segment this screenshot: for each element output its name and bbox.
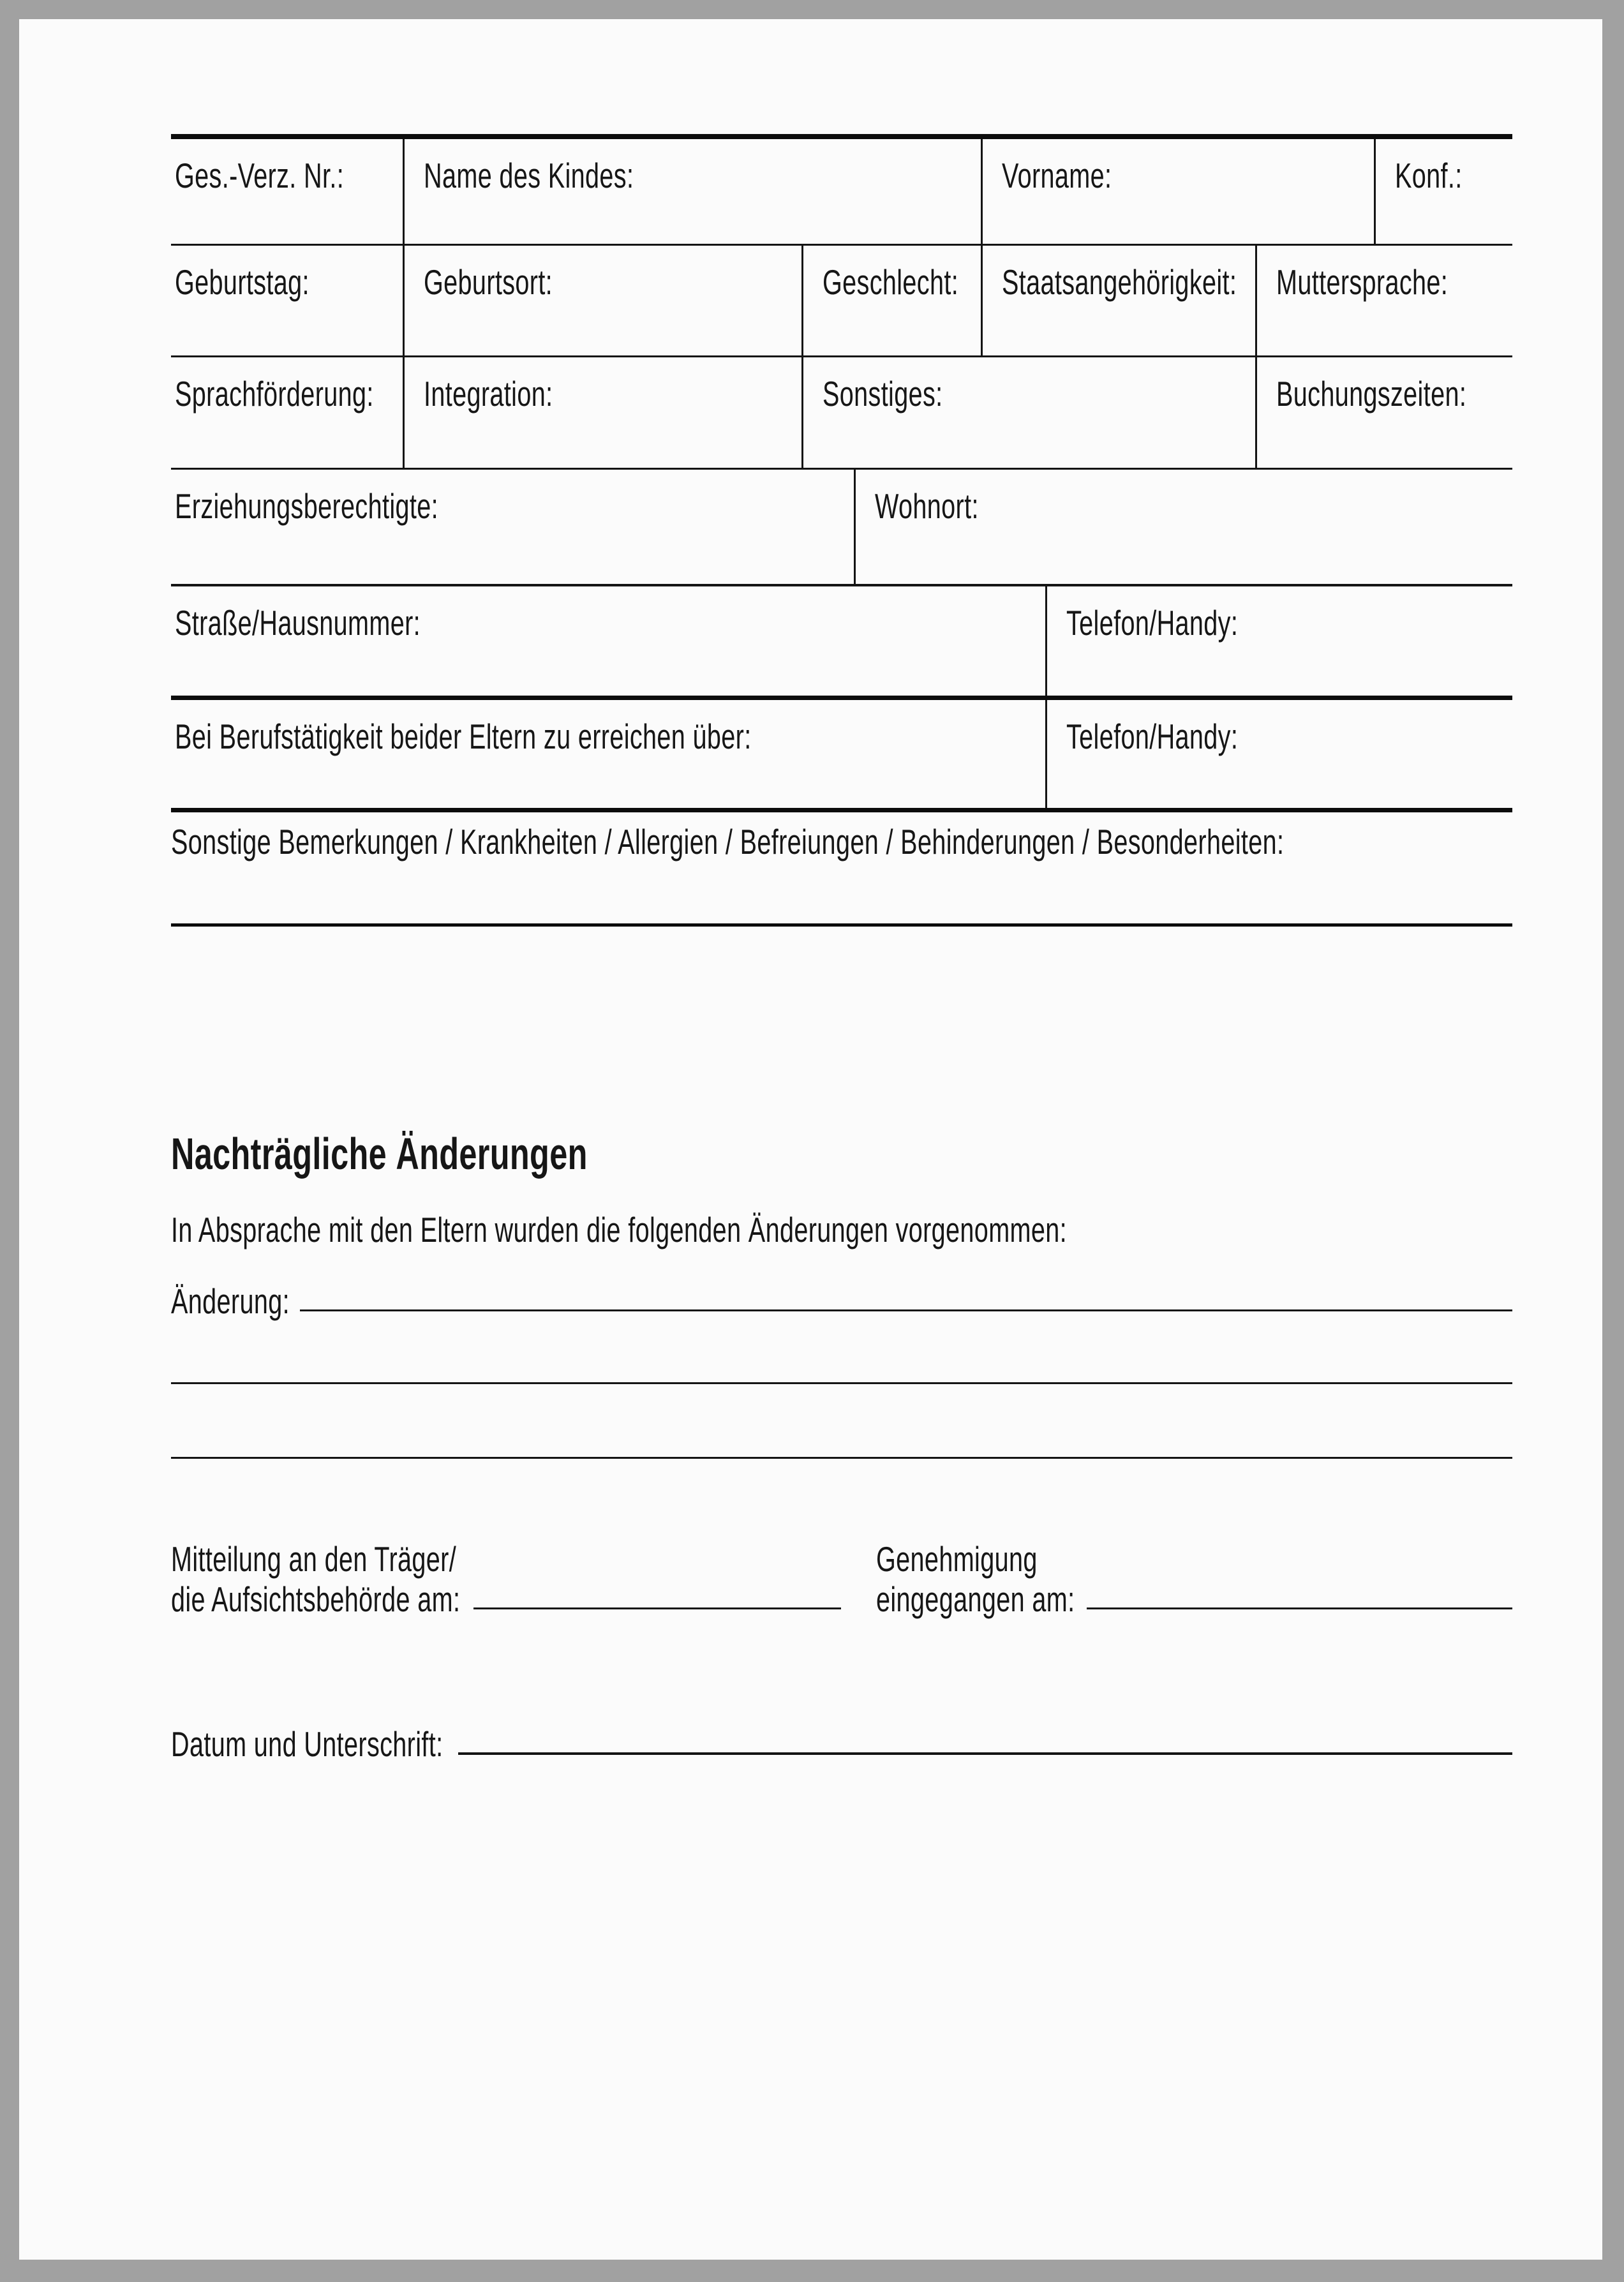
amendments-heading: Nachträgliche Änderungen xyxy=(171,1129,588,1179)
approval-line2: eingegangen am: xyxy=(876,1579,1075,1619)
amendments-intro-block xyxy=(171,1210,1415,1250)
remarks-label: Sonstige Bemerkungen / Krankheiten / Allergien / Befreiungen / Behinderungen / Besonderheiten: xyxy=(171,822,1285,861)
field-geschlecht xyxy=(803,246,983,355)
field-staatsangehoerigkeit xyxy=(983,246,1257,355)
table-row-guardians xyxy=(171,470,1512,586)
field-label-name-des-kindes: Name des Kindes: xyxy=(424,156,634,195)
field-label-sonstiges: Sonstiges: xyxy=(823,374,943,414)
field-label-geschlecht: Geschlecht: xyxy=(823,262,959,302)
field-label-muttersprache: Muttersprache: xyxy=(1276,262,1449,302)
field-label-buchungszeiten: Buchungszeiten: xyxy=(1276,374,1467,414)
remarks-writing-line xyxy=(171,923,1512,927)
field-geburtstag xyxy=(171,246,405,355)
table-row-address xyxy=(171,586,1512,700)
form-paper xyxy=(19,19,1602,2260)
field-label-erziehungsberechtigte: Erziehungsberechtigte: xyxy=(175,486,438,526)
field-label-telefon-handy-1: Telefon/Handy: xyxy=(1066,603,1239,643)
notify-authority-line1: Mitteilung an den Träger/ xyxy=(171,1539,457,1579)
field-label-telefon-handy-2: Telefon/Handy: xyxy=(1066,717,1239,756)
notify-date-line xyxy=(473,1607,841,1609)
field-label-geburtstag: Geburtstag: xyxy=(175,262,309,302)
field-buchungszeiten xyxy=(1257,357,1512,468)
field-sonstiges xyxy=(803,357,1257,468)
field-telefon-handy-2 xyxy=(1047,700,1512,808)
field-integration xyxy=(405,357,803,468)
remarks-section xyxy=(171,822,1624,862)
field-label-staatsangehoerigkeit: Staatsangehörigkeit: xyxy=(1002,262,1237,302)
field-berufstaetigkeit-kontakt xyxy=(171,700,1047,808)
field-muttersprache xyxy=(1257,246,1512,355)
field-erziehungsberechtigte xyxy=(171,470,856,584)
field-geburtsort xyxy=(405,246,803,355)
signature-block xyxy=(171,1724,549,1764)
field-wohnort xyxy=(856,470,1512,584)
field-label-konfession: Konf.: xyxy=(1395,156,1463,195)
field-label-sprachfoerderung: Sprachförderung: xyxy=(175,374,374,414)
field-label-berufstaetigkeit-kontakt: Bei Berufstätigkeit beider Eltern zu erreichen über: xyxy=(175,717,752,756)
field-vorname xyxy=(983,139,1376,244)
child-data-table xyxy=(171,134,1512,812)
signature-label: Datum und Unterschrift: xyxy=(171,1724,443,1764)
field-ges-verz-nr xyxy=(171,139,405,244)
field-telefon-handy-1 xyxy=(1047,586,1512,696)
field-name-des-kindes xyxy=(405,139,983,244)
table-row-birth-data xyxy=(171,246,1512,357)
change-writing-line-3 xyxy=(171,1457,1512,1459)
field-label-geburtsort: Geburtsort: xyxy=(424,262,553,302)
field-label-integration: Integration: xyxy=(424,374,553,414)
change-label-block xyxy=(171,1281,336,1322)
table-row-work-contact xyxy=(171,700,1512,812)
table-row-child-identity xyxy=(171,139,1512,246)
field-label-wohnort: Wohnort: xyxy=(875,486,979,526)
signature-line xyxy=(458,1752,1512,1755)
table-row-support xyxy=(171,357,1512,470)
change-writing-line-1 xyxy=(300,1309,1512,1311)
amendments-intro: In Absprache mit den Eltern wurden die folgenden Änderungen vorgenommen: xyxy=(171,1210,1068,1249)
field-label-vorname: Vorname: xyxy=(1002,156,1112,195)
amendments-heading-block xyxy=(171,1130,750,1178)
notify-authority-line2: die Aufsichtsbehörde am: xyxy=(171,1579,461,1619)
change-writing-line-2 xyxy=(171,1382,1512,1384)
field-sprachfoerderung xyxy=(171,357,405,468)
field-strasse-hausnummer xyxy=(171,586,1047,696)
approval-date-line xyxy=(1087,1607,1512,1609)
field-label-strasse-hausnummer: Straße/Hausnummer: xyxy=(175,603,421,643)
field-konfession xyxy=(1376,139,1512,244)
approval-line1: Genehmigung xyxy=(876,1539,1038,1579)
field-label-ges-verz-nr: Ges.-Verz. Nr.: xyxy=(175,156,345,195)
change-label: Änderung: xyxy=(171,1281,290,1321)
